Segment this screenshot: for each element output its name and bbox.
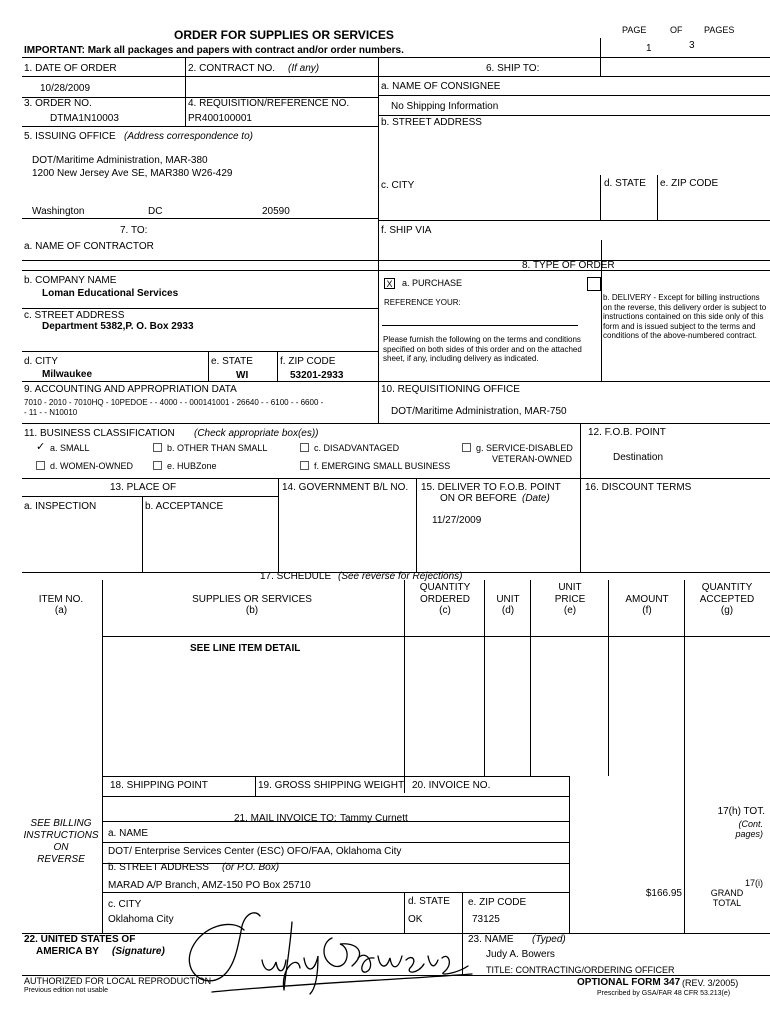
line-item-detail: SEE LINE ITEM DETAIL [190,643,301,654]
col-unit-code: (d) [501,605,515,616]
col-qty-accepted-1: QUANTITY [701,582,753,593]
shipping-point-label: 18. SHIPPING POINT [110,780,208,791]
accounting-label: 9. ACCOUNTING AND APPROPRIATION DATA [24,384,237,395]
discount-terms-label: 16. DISCOUNT TERMS [585,482,692,493]
important-notice: IMPORTANT: Mark all packages and papers with contract and/or order numbers. [24,45,404,56]
contractor-name-label: a. NAME OF CONTRACTOR [24,241,154,252]
invoice-name-label: a. NAME [108,828,149,839]
invoice-zip-label: e. ZIP CODE [468,897,527,908]
requisitioning-office-label: 10. REQUISITIONING OFFICE [381,384,520,395]
col-unit-price-code: (e) [563,605,577,616]
see-billing-1: SEE BILLING [30,818,92,829]
delivery-checkbox[interactable] [587,277,601,291]
col-ordered-code: (c) [439,605,451,616]
form-title: ORDER FOR SUPPLIES OR SERVICES [174,28,394,42]
hubzone-checkbox[interactable] [153,461,162,470]
on-or-before-hint: (Date) [522,493,550,504]
sdvo-label-2: VETERAN-OWNED [492,454,573,464]
contractor-street-label: c. STREET ADDRESS [24,310,125,321]
previous-edition: Previous edition not usable [24,987,109,994]
contractor-street: Department 5382,P. O. Box 2933 [42,321,194,332]
ship-to-label: 6. SHIP TO: [486,63,540,74]
company-name: Loman Educational Services [42,288,179,299]
invoice-no-label: 20. INVOICE NO. [412,780,491,791]
emerging-small-checkbox[interactable] [300,461,309,470]
issuing-office-city: Washington [32,206,85,217]
invoice-street: MARAD A/P Branch, AMZ-150 PO Box 25710 [108,880,311,891]
total-cont-hint-2: pages) [735,829,763,839]
total-cont-label: 17(h) TOT. [717,806,765,817]
pages-total: 3 [689,40,695,51]
invoice-city: Oklahoma City [108,914,174,925]
deliver-date: 11/27/2009 [432,515,482,526]
see-billing-4: REVERSE [37,854,85,865]
gross-weight-label: 19. GROSS SHIPPING WEIGHT [258,780,405,791]
contract-no-hint: (If any) [288,63,320,74]
issuing-office-line2: 1200 New Jersey Ave SE, MAR380 W26-429 [32,168,233,179]
invoice-city-label: c. CITY [108,899,142,910]
delivery-text: b. DELIVERY - Except for billing instructions on the reverse, this delivery order is subject to instructions contained on this side only of this form and is issued subject to the terms and conditions of the above-numbered contract. [603,293,767,341]
col-qty-accepted-code: (g) [720,605,734,616]
issuing-office-line1: DOT/Maritime Administration, MAR-380 [32,155,208,166]
contractor-state: WI [236,370,249,381]
of-label: OF [670,25,683,35]
see-billing-2: INSTRUCTIONS [23,830,99,841]
col-unit: UNIT [496,594,520,605]
mail-invoice-label: 21. MAIL INVOICE TO: [234,813,337,824]
form-revision: (REV. 3/2005) [682,978,739,988]
sdvo-checkbox[interactable] [462,443,471,452]
col-unit-price-1: UNIT [558,582,582,593]
ship-zip-label: e. ZIP CODE [660,178,719,189]
col-amount: AMOUNT [625,594,669,605]
col-qty-accepted-2: ACCEPTED [699,594,755,605]
requisition-label: 4. REQUISITION/REFERENCE NO. [188,98,350,109]
grand-total-label-3: TOTAL [712,898,742,908]
grand-total-label-1: 17(i) [744,878,763,888]
place-of-label: 13. PLACE OF [110,482,177,493]
requisition-no: PR400100001 [188,113,252,124]
type-of-order-label: 8. TYPE OF ORDER [522,260,615,271]
grand-total-label-2: GRAND [710,888,744,898]
col-item-no: ITEM NO. [38,594,84,605]
typed-name-label: 23. NAME [468,934,514,945]
authorized-reproduction: AUTHORIZED FOR LOCAL REPRODUCTION [24,976,212,986]
reference-your: REFERENCE YOUR: [384,298,461,307]
grand-total-amount: $166.95 [645,888,682,899]
page-label: PAGE [622,25,647,35]
col-supplies: SUPPLIES OR SERVICES [192,594,312,605]
mail-invoice-attn: Tammy Curnett [340,813,408,824]
prescribed-by: Prescribed by GSA/FAR 48 CFR 53.213(e) [597,990,731,997]
accounting-line1: 7010 - 2010 - 7010HQ - 10PEDOE - - 4000 - - 000141001 - 26640 - - 6100 - - 6600 - [24,398,324,407]
col-ordered: ORDERED [419,594,470,605]
hubzone-label: e. HUBZone [167,461,217,471]
other-than-small-label: b. OTHER THAN SMALL [167,443,268,453]
women-owned-checkbox[interactable] [36,461,45,470]
invoice-name: DOT/ Enterprise Services Center (ESC) OFO/FAA, Oklahoma City [108,846,402,857]
contractor-zip: 53201-2933 [290,370,344,381]
handwritten-signature [172,908,472,1003]
disadvantaged-checkbox[interactable] [300,443,309,452]
purchase-checkbox[interactable]: X [384,278,395,289]
issuing-office-label: 5. ISSUING OFFICE [24,131,116,142]
accounting-line2: - 11 - - N10010 [24,408,78,417]
col-quantity: QUANTITY [419,582,471,593]
disadvantaged-label: c. DISADVANTAGED [314,443,400,453]
invoice-zip: 73125 [472,914,500,925]
to-label: 7. TO: [120,225,148,236]
us-by-label-1: 22. UNITED STATES OF [24,934,136,945]
purchase-label: a. PURCHASE [402,278,463,288]
date-of-order: 10/28/2009 [40,83,91,94]
consignee-name: No Shipping Information [391,101,499,112]
contractor-city: Milwaukee [42,369,93,380]
business-class-label: 11. BUSINESS CLASSIFICATION [24,428,175,439]
col-item-no-code: (a) [54,605,68,616]
ship-street-label: b. STREET ADDRESS [381,117,482,128]
other-than-small-checkbox[interactable] [153,443,162,452]
furnish-text: Please furnish the following on the terms and conditions specified on both sides of this order and on the attached sheet, if any, including delivery as indicated. [383,335,582,364]
emerging-small-label: f. EMERGING SMALL BUSINESS [314,461,451,471]
invoice-state-label: d. STATE [408,896,450,907]
signature-hint: (Signature) [112,946,165,957]
business-class-hint: (Check appropriate box(es)) [194,428,319,439]
order-form [22,20,770,1020]
fob-point-label: 12. F.O.B. POINT [588,427,666,438]
us-by-label-2: AMERICA BY [36,946,99,957]
sdvo-label-1: g. SERVICE-DISABLED [476,443,573,453]
ship-city-label: c. CITY [381,180,415,191]
page-number: 1 [646,43,652,54]
contractor-zip-label: f. ZIP CODE [280,356,336,367]
officer-title: TITLE: CONTRACTING/ORDERING OFFICER [486,965,675,975]
inspection-label: a. INSPECTION [24,501,97,512]
col-supplies-code: (b) [245,605,259,616]
total-cont-hint-1: (Cont. [738,819,763,829]
order-no: DTMA1N10003 [50,113,119,124]
col-amount-code: (f) [642,605,652,616]
ship-via-label: f. SHIP VIA [381,225,432,236]
col-unit-price-2: PRICE [554,594,586,605]
typed-name: Judy A. Bowers [486,949,555,960]
invoice-street-label: b. STREET ADDRESS [108,862,209,873]
issuing-office-zip: 20590 [262,206,290,217]
date-of-order-label: 1. DATE OF ORDER [24,63,117,74]
contract-no-label: 2. CONTRACT NO. [188,63,276,74]
acceptance-label: b. ACCEPTANCE [145,501,224,512]
on-or-before-label: ON OR BEFORE [440,493,517,504]
issuing-office-hint: (Address correspondence to) [124,131,253,142]
schedule-hint: (See reverse for Rejections) [338,571,463,582]
pages-label: PAGES [704,25,735,35]
ship-state-label: d. STATE [604,178,646,189]
contractor-city-label: d. CITY [24,356,58,367]
schedule-label: 17. SCHEDULE [260,571,332,582]
small-label: a. SMALL [50,443,90,453]
invoice-state: OK [408,914,423,925]
women-owned-label: d. WOMEN-OWNED [50,461,133,471]
fob-point: Destination [613,452,664,463]
small-checkbox[interactable]: ✓ [36,441,46,453]
requisitioning-office: DOT/Maritime Administration, MAR-750 [391,406,567,417]
consignee-label: a. NAME OF CONSIGNEE [381,81,501,92]
deliver-fob-label: 15. DELIVER TO F.O.B. POINT [421,482,561,493]
company-name-label: b. COMPANY NAME [24,275,117,286]
see-billing-3: ON [53,842,69,853]
typed-name-hint: (Typed) [532,934,566,945]
form-number: OPTIONAL FORM 347 [577,977,681,988]
invoice-street-hint: (or P.O. Box) [222,862,280,873]
order-no-label: 3. ORDER NO. [24,98,92,109]
contractor-state-label: e. STATE [211,356,253,367]
gov-bl-label: 14. GOVERNMENT B/L NO. [282,482,409,493]
issuing-office-state: DC [148,206,163,217]
